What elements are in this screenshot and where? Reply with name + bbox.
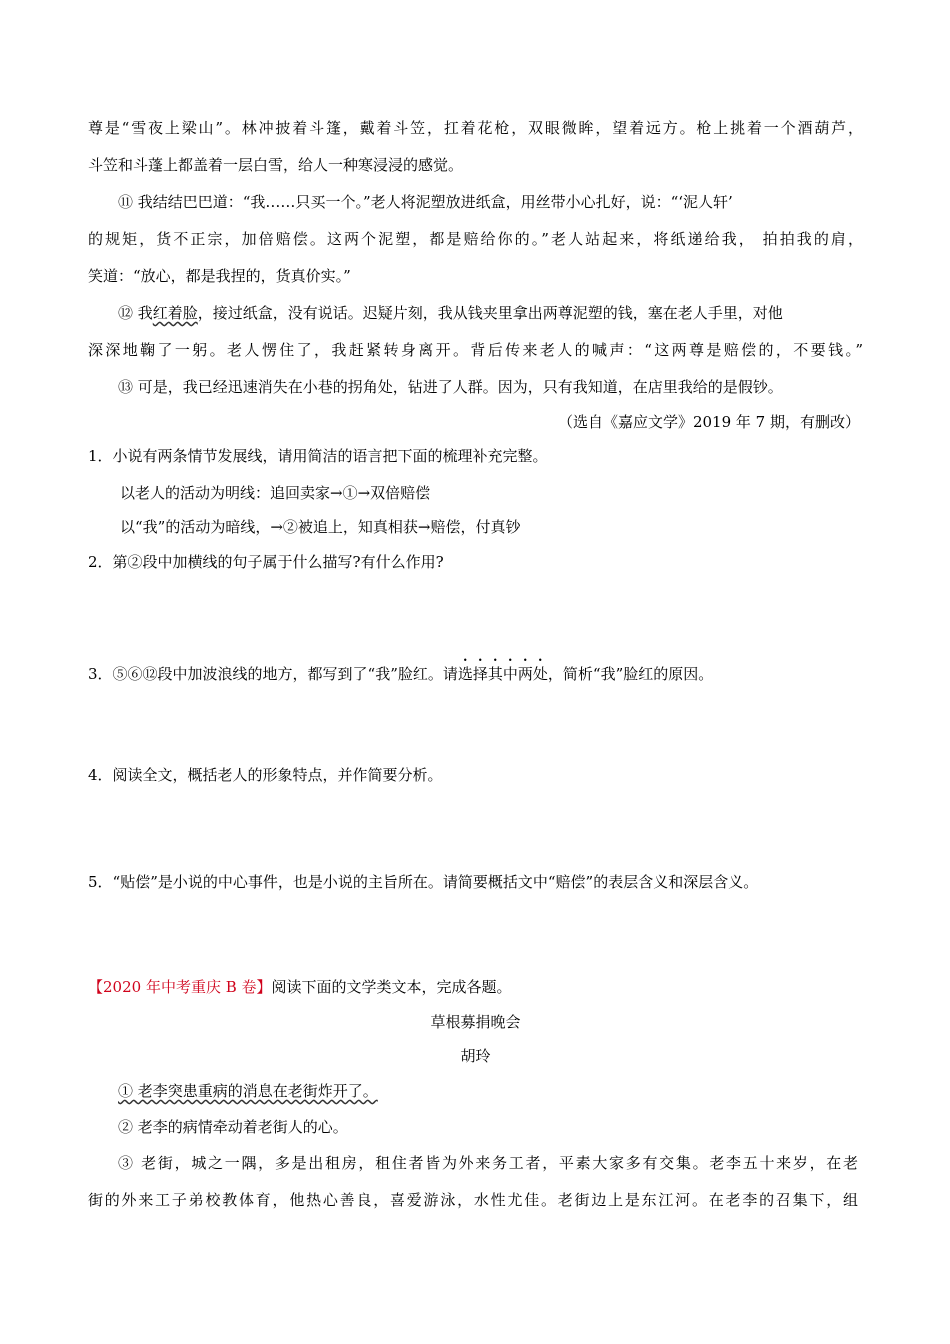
paragraph-11-line-3: 笑道：“放心，都是我捏的，货真价实。” <box>88 267 351 285</box>
question-1: 1．小说有两条情节发展线，请用简洁的语言把下面的梳理补充完整。 <box>88 447 548 465</box>
source-citation: （选自《嘉应文学》2019 年 7 期，有删改） <box>557 413 860 431</box>
paragraph-10-line-1: 尊是“雪夜上梁山”。林冲披着斗篷，戴着斗笠，扛着花枪，双眼微眸，望着远方。枪上挑着一个酒葫芦， <box>88 119 863 137</box>
question-1-plot-line-b: 以“我”的活动为暗线，→②被追上，知真相获→赔偿，付真钞 <box>120 518 521 536</box>
question-1-plot-line-a: 以老人的活动为明线：追回卖家→①→双倍赔偿 <box>120 484 431 502</box>
question-4: 4．阅读全文，概括老人的形象特点，并作简要分析。 <box>88 766 443 784</box>
source-tag: 【2020 年中考重庆 B 卷】 <box>88 978 272 996</box>
question-2: 2．第②段中加横线的句子属于什么描写?有什么作用? <box>88 553 444 571</box>
paragraph-11-line-1: ⑪ 我结结巴巴道：“我……只买一个。”老人将泥塑放进纸盒，用丝带小心扎好，说：“‘泥人轩’ <box>118 193 733 211</box>
paragraph-13-line-1: ⑬ 可是，我已经迅速消失在小巷的拐角处，钻进了人群。因为，只有我知道，在店里我给的是假钞。 <box>118 378 783 396</box>
passage-2-paragraph-1 <box>118 1081 893 1101</box>
passage-2-paragraph-3-line-2: 街的外来工子弟校教体育，他热心善良，喜爱游泳，水性尤佳。老街边上是东江河。在老李的召集下，组 <box>88 1191 858 1209</box>
passage-2-paragraph-3-line-1: ③ 老街，城之一隅，多是出租房，租住者皆为外来务工者，平素大家多有交集。老李五十来岁，在老 <box>118 1154 858 1172</box>
paragraph-12-line-1 <box>118 303 863 323</box>
paragraph-10-line-2: 斗笠和斗蓬上都盖着一层白雪，给人一种寒浸浸的感觉。 <box>88 156 464 174</box>
question-3-prefix: 3．⑤⑥⑫段中加波浪线的地方，都写到了“我”脸红。请 <box>88 665 458 683</box>
question-3-emphasis: 选择其中两处 <box>457 665 548 683</box>
question-3 <box>88 656 863 684</box>
question-3-suffix: ，简析“我”脸红的原因。 <box>547 665 714 683</box>
question-5: 5．“贴偿”是小说的中心事件，也是小说的主旨所在。请简要概括文中“赔偿”的表层含义和深层含义。 <box>88 873 759 891</box>
passage-2-heading <box>88 977 863 997</box>
passage-2-title: 草根募捐晚会 <box>430 1013 521 1031</box>
passage-2-paragraph-2: ② 老李的病情牵动着老街人的心。 <box>118 1118 348 1136</box>
paragraph-12-rest: ，接过纸盒，没有说话。迟疑片刻，我从钱夹里拿出两尊泥塑的钱，塞在老人手里，对他 <box>197 304 783 322</box>
paragraph-12-prefix: ⑫ 我 <box>118 304 153 322</box>
passage-2-author: 胡玲 <box>460 1047 491 1065</box>
passage-2-intro: 阅读下面的文学类文本，完成各题。 <box>271 978 512 996</box>
passage-2-paragraph-1-wavy: ① 老李突患重病的消息在老街炸开了。 <box>118 1082 378 1100</box>
paragraph-12-wavy-text: 红着脸 <box>152 304 198 322</box>
paragraph-12-line-2: 深深地鞠了一躬。老人愣住了，我赶紧转身离开。背后传来老人的喊声：“这两尊是赔偿的，不要钱。” <box>88 341 863 359</box>
paragraph-11-line-2: 的规矩，货不正宗，加倍赔偿。这两个泥塑，都是赔给你的。”老人站起来，将纸递给我， 拍拍我的肩， <box>88 230 863 248</box>
